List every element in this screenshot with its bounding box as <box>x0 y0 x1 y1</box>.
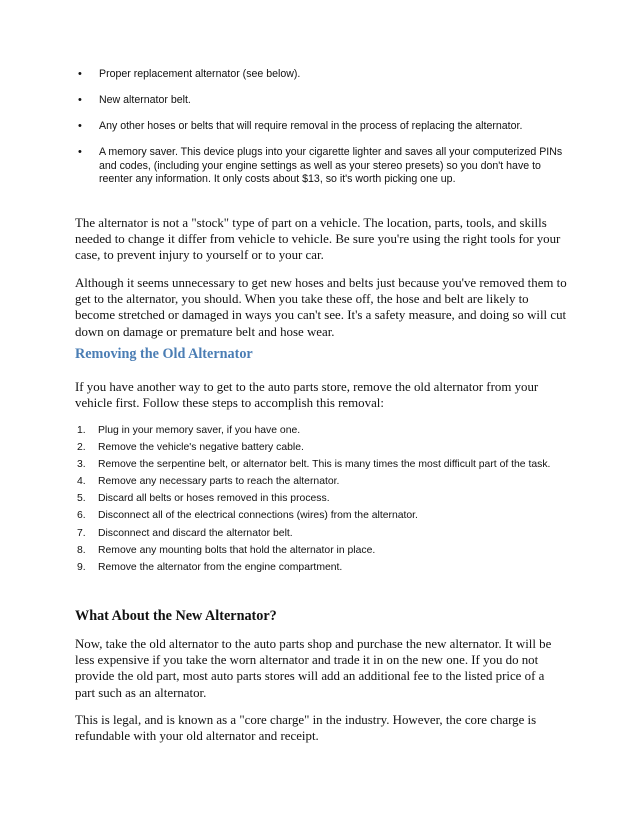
list-item: 8. Remove any mounting bolts that hold the alternator in place. <box>77 544 376 556</box>
paragraph-purchase-new: Now, take the old alternator to the auto parts shop and purchase the new alternator. It will be less expensive if you take the worn alternator and trade it in on the new one. If you do not provide the old part, most auto parts stores will add an additional fee to the listed price of a part such as an alternator. <box>75 637 552 700</box>
bullet-icon: • <box>78 120 82 132</box>
list-item: 4. Remove any necessary parts to reach the alternator. <box>77 476 340 488</box>
list-item: 7. Disconnect and discard the alternator belt. <box>77 527 293 539</box>
list-item: 1. Plug in your memory saver, if you have one. <box>77 425 301 436</box>
paragraph-removal-intro: If you have another way to get to the auto parts store, remove the old alternator from your vehicle first. Follow these steps to accomplish this removal: <box>75 380 539 411</box>
paragraph-core-charge: This is legal, and is known as a "core charge" in the industry. However, the core charge is refundable with your old alternator and receipt. <box>75 713 537 744</box>
bullet-icon: • <box>78 146 82 158</box>
bullet-icon: • <box>78 68 82 80</box>
list-item: 9. Remove the alternator from the engine compartment. <box>77 561 343 573</box>
list-item: • Proper replacement alternator (see below). <box>78 68 301 80</box>
list-item: • New alternator belt. <box>78 94 191 106</box>
section-heading-removing: Removing the Old Alternator <box>75 346 253 362</box>
paragraph-new-hoses: Although it seems unnecessary to get new hoses and belts just because you've removed them to get to the alternator, you should. When you take these off, the hose and belt are likely to become stretched or damaged in ways you can't see. It's a safety measure, and doing so will cut down on damage or premature belt and hose wear. <box>75 276 567 339</box>
list-item: 5. Discard all belts or hoses removed in this process. <box>77 493 330 505</box>
list-item: 2. Remove the vehicle's negative battery cable. <box>77 442 304 454</box>
list-item: 6. Disconnect all of the electrical connections (wires) from the alternator. <box>77 510 418 522</box>
list-item: • A memory saver. This device plugs into your cigarette lighter and saves all your computerized PINs and codes, (including your engine settings as well as your stereo presets) so you don't have to reenter any information. It only costs about $13, so it's worth picking one up. <box>78 146 563 185</box>
list-item: 3. Remove the serpentine belt, or alternator belt. This is many times the most difficult part of the task. <box>77 459 551 471</box>
requirements-list <box>74 68 574 199</box>
bullet-icon: • <box>78 94 82 106</box>
paragraph-alternator-stock: The alternator is not a "stock" type of part on a vehicle. The location, parts, tools, and skills needed to change it differ from vehicle to vehicle. Be sure you're using the right tools for your case, to prevent injury to yourself or to your car. <box>75 216 561 263</box>
removal-steps-list <box>75 424 565 578</box>
section-heading-new-alternator: What About the New Alternator? <box>75 608 277 624</box>
list-item: • Any other hoses or belts that will require removal in the process of replacing the alternator. <box>78 120 523 132</box>
